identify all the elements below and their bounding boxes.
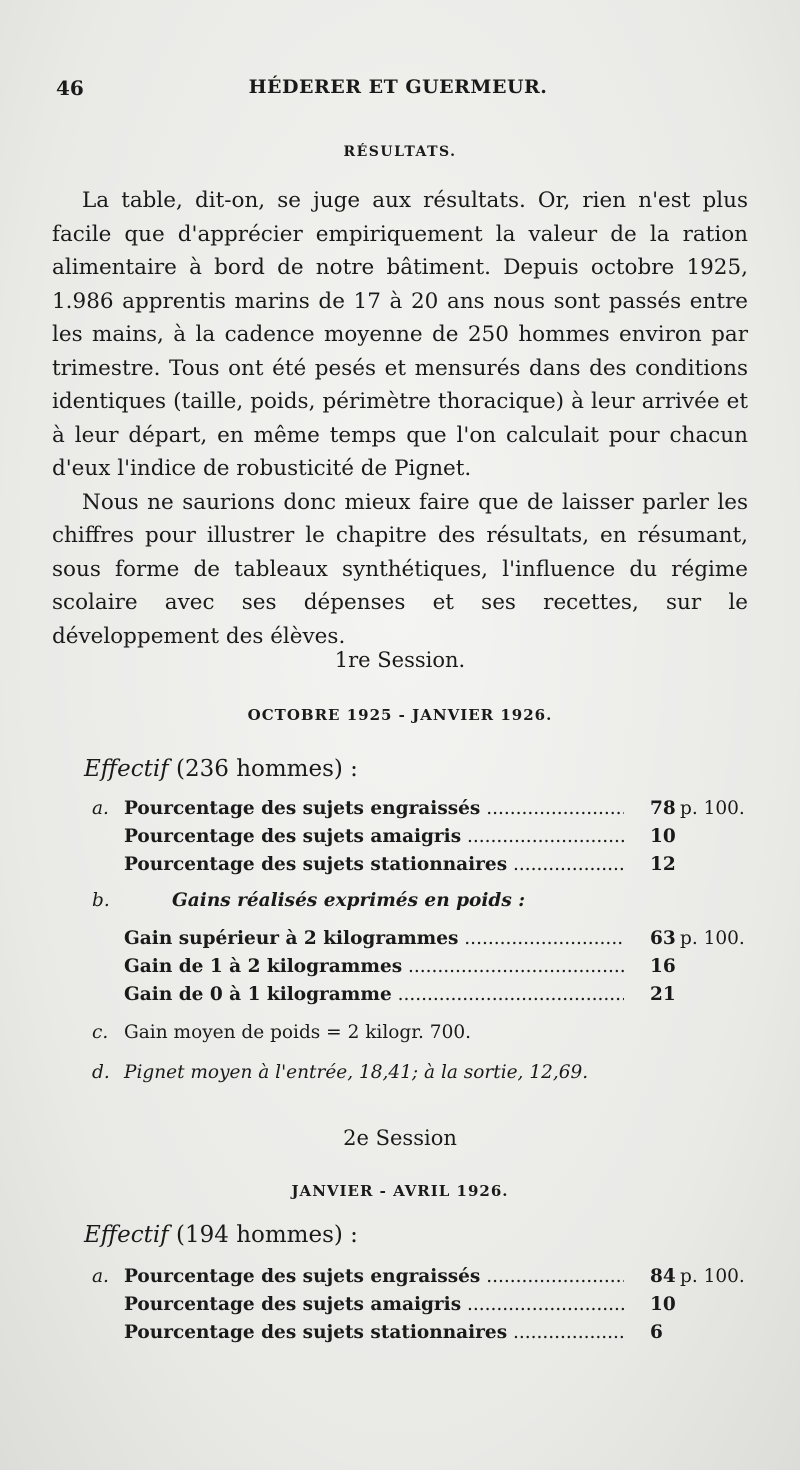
- row-label: Gain supérieur à 2 kilogrammes .....: [124, 928, 624, 949]
- table-row: [92, 854, 752, 882]
- effectif-label: Effectif: [84, 1222, 169, 1248]
- row-value: 10: [650, 1294, 676, 1315]
- paragraph: La table, dit-on, se juge aux résultats. Or, rien n'est plus facile que d'apprécier empiriquement la valeur de la ration alimentaire à bord de notre bâtiment. Depuis octobre 1925, 1.986 apprentis marins de 17 à 20 ans nous sont passés entre les mains, à la cadence moyenne de 250 hommes environ par trimestre. Tous ont été pesés et mensurés dans des conditions identiques (taille, poids, périmètre thoracique) à leur arrivée et à leur départ, en même temps que l'on calculait pour chacun d'eux l'indice de robusticité de Pignet.: [52, 188, 748, 481]
- row-value: 12: [650, 854, 676, 875]
- table-row: [92, 1022, 752, 1050]
- row-value: 10: [650, 826, 676, 847]
- table-row: [92, 1062, 752, 1090]
- row-text: Gain moyen de poids = 2 kilogr. 700.: [124, 1022, 472, 1043]
- running-head: HÉDERER ET GUERMEUR.: [248, 76, 548, 98]
- session-dates: OCTOBRE 1925 - JANVIER 1926.: [247, 706, 553, 724]
- row-value: 78: [650, 798, 676, 819]
- table-row: [92, 928, 752, 956]
- section-title: RÉSULTATS.: [343, 144, 457, 160]
- row-value: 63: [650, 928, 676, 949]
- row-label: Pourcentage des sujets engraissés .....: [124, 798, 624, 819]
- table-row: [92, 1266, 752, 1294]
- row-letter: d.: [92, 1062, 110, 1083]
- row-label: Pourcentage des sujets stationnaires .....: [124, 854, 624, 875]
- table-row: [92, 1322, 752, 1350]
- row-value: 6: [650, 1322, 663, 1343]
- row-label: Gain de 1 à 2 kilogrammes .....: [124, 956, 624, 977]
- table-row: [92, 890, 752, 918]
- effectif-count: (236 hommes) :: [176, 756, 358, 782]
- row-unit: p. 100.: [680, 1266, 745, 1287]
- page-number: 46: [56, 76, 84, 100]
- paragraph: Nous ne saurions donc mieux faire que de laisser parler les chiffres pour illustrer le chapitre des résultats, en résumant, sous forme de tableaux synthétiques, l'influence du régime scolaire avec ses dépenses et ses recettes, sur le développement des élèves.: [52, 489, 748, 649]
- row-label: Pourcentage des sujets engraissés .....: [124, 1266, 624, 1287]
- row-unit: p. 100.: [680, 798, 745, 819]
- row-text: Pignet moyen à l'entrée, 18,41; à la sortie, 12,69.: [124, 1062, 589, 1083]
- row-letter: c.: [92, 1022, 109, 1043]
- table-row: [92, 798, 752, 826]
- body-text: [52, 184, 748, 653]
- row-heading: Gains réalisés exprimés en poids :: [172, 890, 526, 911]
- table-row: [92, 1294, 752, 1322]
- session-dates: JANVIER - AVRIL 1926.: [291, 1182, 509, 1200]
- table-row: [92, 956, 752, 984]
- row-letter: a.: [92, 1266, 109, 1287]
- row-label: Pourcentage des sujets amaigris .....: [124, 1294, 624, 1315]
- row-value: 16: [650, 956, 676, 977]
- row-letter: a.: [92, 798, 109, 819]
- table-row: [92, 826, 752, 854]
- row-value: 21: [650, 984, 676, 1005]
- row-value: 84: [650, 1266, 676, 1287]
- row-label: Gain de 0 à 1 kilogramme .....: [124, 984, 624, 1005]
- effectif-count: (194 hommes) :: [176, 1222, 358, 1248]
- session-title: 2e Session: [343, 1126, 457, 1150]
- session-title: 1re Session.: [334, 648, 466, 672]
- row-label: Pourcentage des sujets stationnaires .....: [124, 1322, 624, 1343]
- row-label: Pourcentage des sujets amaigris .....: [124, 826, 624, 847]
- effectif-label: Effectif: [84, 756, 169, 782]
- page-header: [48, 76, 748, 106]
- row-unit: p. 100.: [680, 928, 745, 949]
- row-letter: b.: [92, 890, 110, 911]
- table-row: [92, 984, 752, 1012]
- effectif-line: [84, 1222, 358, 1248]
- effectif-line: [84, 756, 358, 782]
